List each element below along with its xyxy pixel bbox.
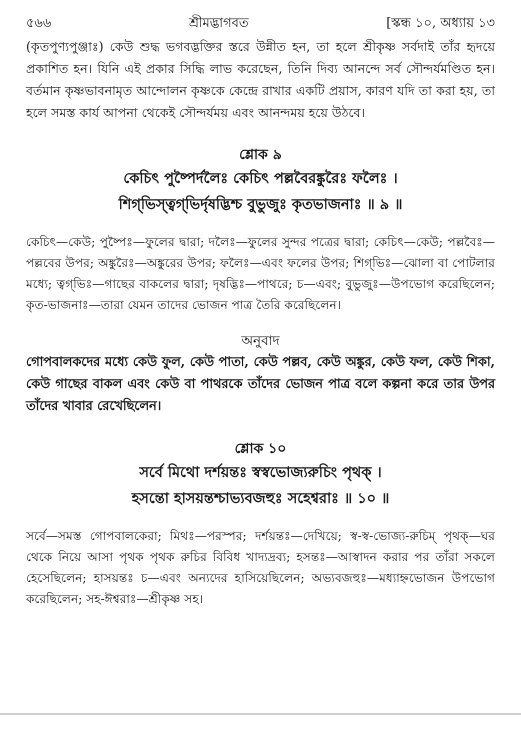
verse-9-heading: শ্লোক ৯ [239, 147, 282, 163]
verse-9-line-2: শিগ্‌ভিস্ত্বগ্‌ভির্দৃষদ্ভিশ্চ বুভুজুঃ কৃতভাজনাঃ ॥ ৯ ॥ [118, 196, 403, 213]
bottom-divider [0, 713, 521, 715]
verse-10-synonyms: সর্বে—সমস্ত গোপবালকেরা; মিথঃ—পরস্পর; দর্শয়ন্তঃ—দেখিয়ে; স্ব-স্ব-ভোজ্য-রুচিম্ পৃথক্—ঘর থেকে নিয়ে আসা পৃথক পৃথক রুচির বিবিধ খাদ্যদ্রব্য; হসন্তঃ—আস্বাদন করার পর তাঁরা সকলে হেসেছিলেন; হাসয়ন্তঃ চ—এবং অন্যদের হাসিয়েছিলেন; অভ্যবজহুঃ—মধ্যাহ্নভোজন উপভোগ করেছিলেন; সহ-ঈশ্বরাঃ—শ্রীকৃষ্ণ সহ। [26, 529, 495, 606]
intro-paragraph: (কৃতপুণ্যপুঞ্জাঃ) কেউ শুদ্ধ ভগবদ্ভক্তির স্তরে উন্নীত হন, তা হলে শ্রীকৃষ্ণ সর্বদাই তাঁর হৃদয়ে প্রকাশিত হন। যিনি এই প্রকার সিদ্ধি লাভ করেছেন, তিনি দিব্য আনন্দে সর্ব সৌন্দর্যমণ্ডিত হন। বর্তমান কৃষ্ণভাবনামৃত আন্দোলন কৃষ্ণকে কেন্দ্রে রাখার একটি প্রয়াস, কারণ যদি তা করা হয়, তা হলে সমস্ত কার্য আপনা থেকেই সৌন্দর্যময় এবং আনন্দময় হয়ে উঠবে। [26, 39, 495, 120]
verse-9-line-1: কেচিৎ পুষ্পৈর্দলৈঃ কেচিৎ পল্লবৈরঙ্কুরৈঃ ফলৈঃ । [123, 170, 398, 187]
page-header [26, 14, 495, 36]
page-number: ৫৬৬ [26, 16, 52, 31]
verse-9-synonyms: কেচিৎ—কেউ; পুষ্পৈঃ—ফুলের দ্বারা; দলৈঃ—ফুলের সুন্দর পত্রের দ্বারা; কেচিৎ—কেউ; পল্লবৈঃ—পল্লবের উপর; অঙ্কুরৈঃ—অঙ্কুরের উপর; ফলৈঃ—এবং ফলের উপর; শিগ্‌ভিঃ—ঝোলা বা পোটলার মধ্যে; ত্বগ্‌ভিঃ—গাছের বাকলের দ্বারা; দৃষদ্ভিঃ—পাথরে; চ—এবং; বুভুজুঃ—উপভোগ করেছিলেন; কৃত-ভাজনাঃ—তারা যেমন তাদের ভোজন পাত্র তৈরি করেছিলেন। [26, 235, 495, 312]
verse-10-line-1: সর্বে মিথো দর্শয়ন্তঃ স্বস্বভোজ্যরুচিং পৃথক্ । [139, 464, 382, 481]
verse-10-line-2: হসন্তো হাসয়ন্তশ্চাভ্যবজহুঃ সহেশ্বরাঃ ॥ ১০ ॥ [131, 490, 390, 507]
verse-9-translation-heading: অনুবাদ [241, 333, 280, 349]
verse-9-translation: গোপবালকদের মধ্যে কেউ ফুল, কেউ পাতা, কেউ পল্লব, কেউ অঙ্কুর, কেউ ফল, কেউ শিকা, কেউ গাছের বাকল এবং কেউ বা পাথরকে তাঁদের ভোজন পাত্র বলে কল্পনা করে তার উপর তাঁদের খাবার রেখেছিলেন। [26, 355, 495, 414]
verse-10-heading: শ্লোক ১০ [234, 441, 287, 457]
chapter-reference: [স্কন্ধ ১০, অধ্যায় ১৩ [386, 16, 495, 31]
book-title: শ্রীমদ্ভাগবত [188, 16, 249, 31]
